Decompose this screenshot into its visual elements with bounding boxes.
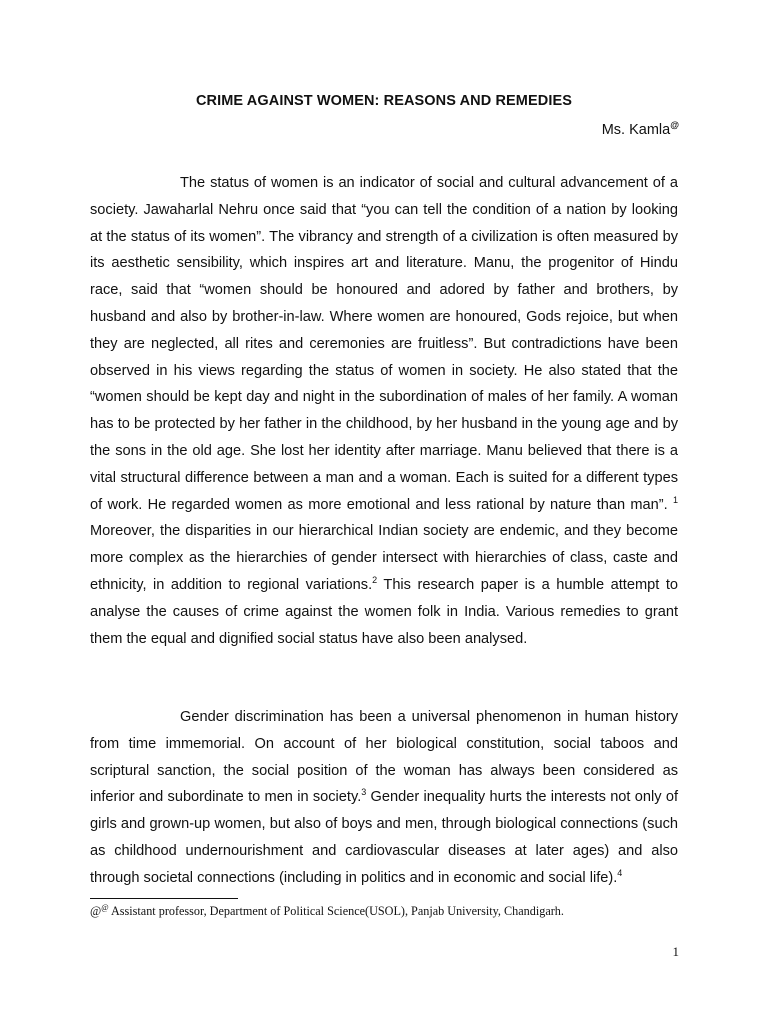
author-line (602, 120, 679, 138)
footnote-ref-1: 1 (672, 494, 678, 505)
paragraph-2-text-a: Gender discrimination has been a universal phenomenon in human history from time immemorial. On account of her biological constitution, social taboos and scriptural sanction, the social position of the woman has always been considered as inferior and subordinate to men in society. (90, 709, 678, 806)
footnote-text: Assistant professor, Department of Political Science(USOL), Panjab University, Chandigarh. (108, 904, 564, 919)
footnote-ref-2: 2 (372, 575, 378, 586)
footnote-ref-3: 3 (361, 787, 367, 798)
footnote (90, 903, 690, 919)
paragraph-1 (90, 170, 678, 652)
paragraph-1-text-c: This research paper is a humble attempt to analyse the causes of crime against the women folk in India. Various remedies to grant them the equal and dignified social status have also been analysed. (90, 576, 678, 647)
author-name: Ms. Kamla (601, 121, 671, 138)
footnote-divider (90, 898, 238, 899)
page-number: 1 (672, 944, 679, 959)
paragraph-1-text-b: Moreover, the disparities in our hierarchical Indian society are endemic, and they become more complex as the hierarchies of gender intersect with hierarchies of class, caste and ethnicity, in addition to regional variations. (90, 523, 678, 593)
footnote-ref-4: 4 (617, 867, 623, 878)
footnote-mark: @ (90, 904, 102, 919)
author-mark: @ (670, 120, 679, 130)
paragraph-2-text-b: Gender inequality hurts the interests not only of girls and grown-up women, but also of boys and men, through biological connections (such as childhood undernourishment and cardiovascular diseases at later ages) and also through societal connections (including in politics and in economic and social life). (90, 789, 678, 886)
document-title: CRIME AGAINST WOMEN: REASONS AND REMEDIES (195, 93, 572, 109)
footnote-sup-mark: @ (101, 903, 109, 912)
paragraph-1-text-a: The status of women is an indicator of social and cultural advancement of a society. Jawaharlal Nehru once said that “you can tell the condition of a nation by looking at the status of its women”. The vibrancy and strength of a civilization is often measured by its aesthetic sensibility, which inspires art and literature. Manu, the progenitor of Hindu race, said that “women should be honoured and adored by father and brothers, by husband and also by brother-in-law. Where women are honoured, Gods rejoice, but when they are neglected, all rites and ceremonies are fruitless”. But contradictions have been observed in his views regarding the status of women in society. He also stated that the “women should be kept day and night in the subordination of males of her family. A woman has to be protected by her father in the childhood, by her husband in the young age and by the sons in the old age. She lost her identity after marriage. Manu believed that there is a vital structural difference between a man and a woman. Each is suited for a different types of work. He regarded women as more emotional and less rational by nature than man”. (90, 175, 678, 513)
paragraph-2 (90, 704, 678, 892)
